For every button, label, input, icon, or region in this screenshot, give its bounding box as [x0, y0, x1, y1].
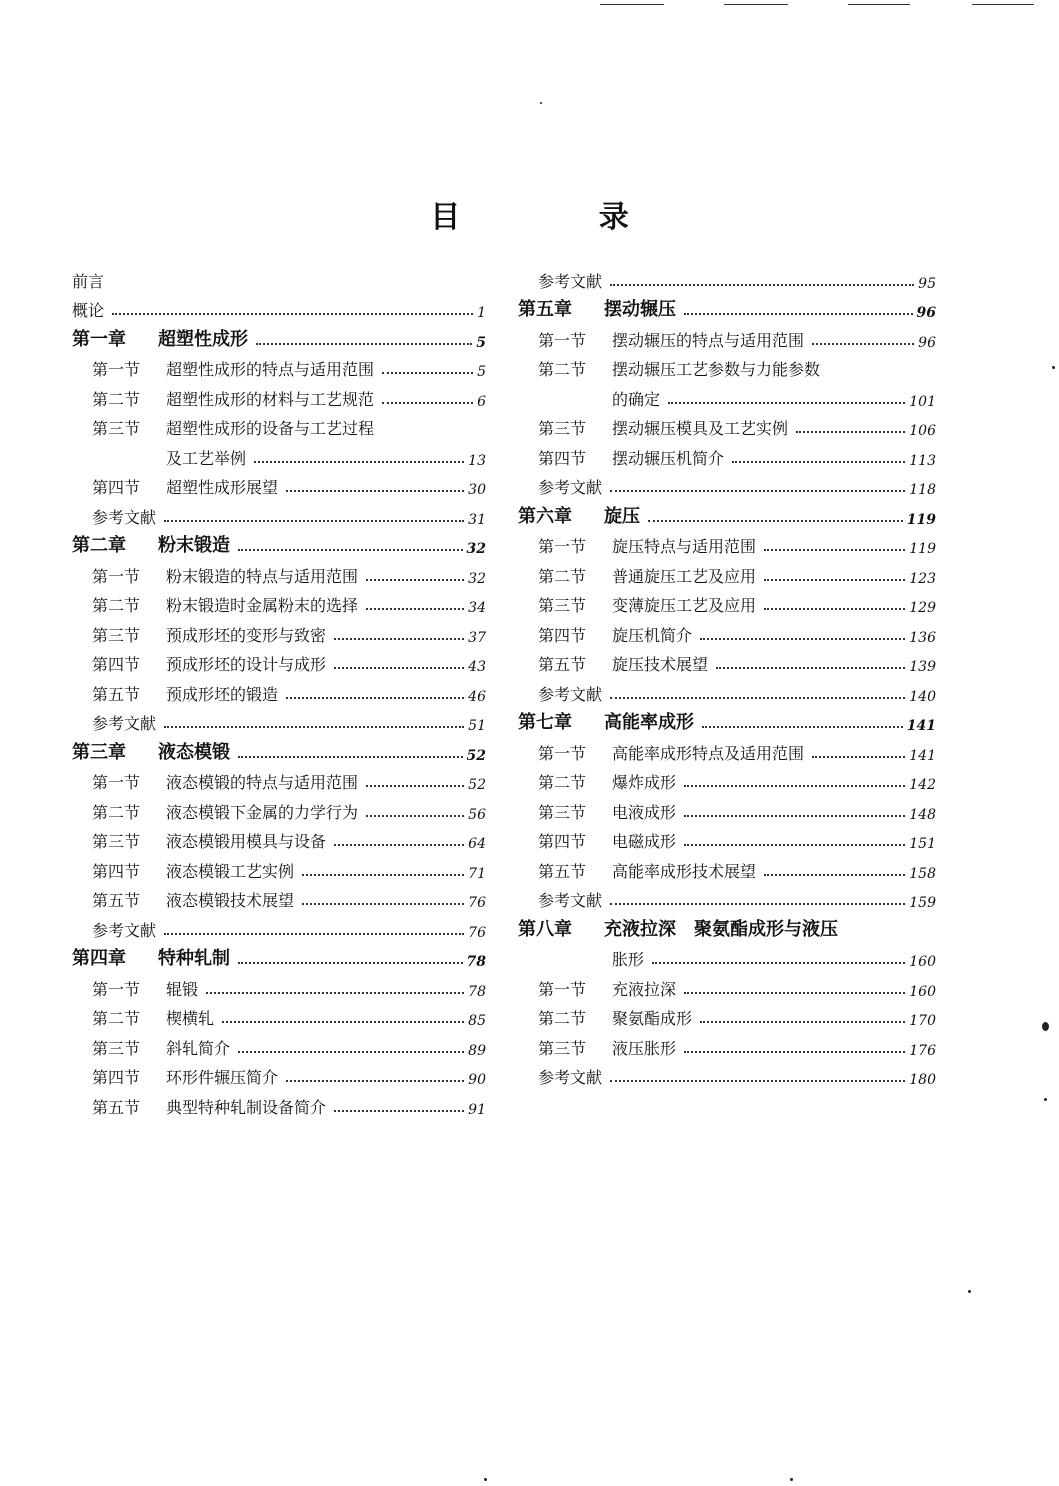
scan-speck [968, 1290, 971, 1293]
toc-entry-label: 第四节 [92, 478, 141, 497]
dot-leader [206, 992, 464, 994]
toc-entry-title: 特种轧制 [158, 948, 230, 969]
toc-section-entry [72, 764, 486, 794]
toc-entry-label: 第五节 [538, 861, 587, 881]
toc-entry-title: 楔横轧 [166, 1009, 215, 1028]
toc-entry-title: 高能率成形特点及适用范围 [612, 743, 805, 763]
toc-page-number: 5 [476, 334, 486, 351]
dot-leader [238, 962, 463, 964]
toc-entry-label: 第五节 [92, 684, 141, 704]
toc-section-entry [518, 1000, 936, 1030]
toc-entry-title: 概论 [72, 301, 105, 320]
toc-entry-label: 第二节 [538, 360, 587, 379]
toc-entry-label: 第三节 [92, 419, 141, 438]
dot-leader [334, 667, 464, 669]
toc-page-number: 37 [468, 629, 486, 646]
toc-entry-title: 液态模锻下金属的力学行为 [166, 802, 359, 822]
toc-entry-title: 液压胀形 [612, 1038, 677, 1058]
dot-leader [254, 461, 464, 463]
scan-speck [1042, 1022, 1049, 1031]
toc-page-number: 43 [468, 659, 486, 675]
toc-section-entry [518, 439, 936, 469]
dot-leader [764, 549, 905, 551]
toc-page-number: 129 [909, 600, 936, 616]
dot-leader [684, 1051, 905, 1053]
toc-entry-title: 典型特种轧制设备简介 [166, 1097, 327, 1117]
dot-leader [812, 343, 914, 345]
dot-leader [366, 815, 464, 817]
toc-entry-title: 参考文献 [92, 507, 157, 527]
toc-page-number: 123 [909, 570, 936, 587]
toc-entry-title: 超塑性成形 [158, 328, 248, 350]
scan-speck [1044, 1098, 1047, 1101]
toc-entry-title: 粉末锻造 [158, 535, 230, 556]
dot-leader [652, 962, 905, 964]
toc-section-entry [72, 793, 486, 823]
dot-leader [366, 608, 464, 610]
toc-page-number: 76 [468, 924, 486, 941]
toc-entry-title: 高能率成形技术展望 [612, 861, 757, 881]
toc-entry-title: 超塑性成形的材料与工艺规范 [166, 389, 375, 409]
scan-speck [1052, 366, 1055, 369]
toc-page-number: 78 [468, 983, 486, 1000]
dot-leader [164, 520, 464, 522]
toc-page-number: 119 [906, 511, 936, 528]
toc-page-number: 176 [909, 1042, 936, 1059]
toc-entry-title: 旋压机简介 [612, 625, 693, 645]
toc-entry-title: 辊锻 [166, 979, 199, 999]
toc-section-entry [72, 1059, 486, 1089]
toc-entry-label: 第七章 [518, 712, 572, 733]
toc-entry-label: 第三节 [538, 802, 587, 822]
toc-page-number: 118 [909, 482, 936, 498]
toc-entry-title: 超塑性成形的设备与工艺过程 [166, 419, 375, 438]
dot-leader [238, 1051, 464, 1053]
toc-section-entry [518, 351, 936, 381]
toc-entry-label: 第五节 [538, 655, 587, 674]
toc-section-entry [518, 557, 936, 587]
toc-chapter-entry [72, 528, 486, 558]
toc-page-number: 158 [909, 865, 936, 882]
dot-leader [684, 844, 905, 846]
toc-section-entry [72, 557, 486, 587]
toc-section-entry [518, 734, 936, 764]
toc-entry-title: 及工艺举例 [166, 448, 247, 468]
toc-entry-label: 第一节 [92, 566, 141, 586]
toc-reference-entry [72, 705, 486, 735]
toc-entry-title: 预成形坯的设计与成形 [166, 655, 327, 674]
toc-entry-label: 第八章 [518, 918, 572, 940]
toc-section-entry [518, 764, 936, 794]
toc-entry-label: 第一节 [538, 537, 587, 556]
toc-chapter-entry [518, 498, 936, 528]
toc-entry-label: 第三节 [538, 419, 587, 438]
dot-leader [796, 431, 905, 433]
toc-entry-title: 参考文献 [538, 478, 603, 497]
toc-entry-label: 第二节 [92, 596, 141, 615]
toc-section-entry [72, 469, 486, 499]
dot-leader [334, 1110, 464, 1112]
toc-page-number: 160 [909, 983, 936, 1000]
toc-page-number: 113 [909, 452, 936, 469]
toc-entry-title: 充液拉深 聚氨酯成形与液压 [604, 918, 838, 940]
toc-page-number: 78 [466, 954, 486, 970]
toc-entry-continuation [72, 439, 486, 469]
toc-reference-entry [72, 911, 486, 941]
toc-entry-title: 聚氨酯成形 [612, 1009, 693, 1028]
dot-leader [238, 756, 463, 758]
toc-section-entry [72, 380, 486, 410]
toc-section-entry [518, 970, 936, 1000]
toc-entry-title: 粉末锻造的特点与适用范围 [166, 566, 359, 586]
toc-entry-title: 预成形坯的锻造 [166, 684, 279, 704]
toc-page-number: 6 [477, 393, 486, 410]
toc-chapter-entry [518, 292, 936, 322]
toc-page-number: 52 [466, 747, 486, 764]
toc-page-number: 32 [466, 541, 486, 557]
dot-leader [764, 608, 905, 610]
toc-section-entry [72, 646, 486, 676]
toc-section-entry [72, 351, 486, 381]
page-title: 目 录 [430, 200, 693, 235]
dot-leader [716, 667, 905, 669]
toc-entry-label: 第四节 [538, 832, 587, 851]
toc-entry-title: 前言 [72, 271, 105, 291]
toc-entry-label: 第二节 [538, 566, 587, 586]
toc-entry-label: 第二节 [92, 389, 141, 409]
toc-section-entry [72, 882, 486, 912]
toc-entry-title: 预成形坯的变形与致密 [166, 625, 327, 645]
dot-leader [238, 549, 463, 551]
toc-page-number: 141 [906, 718, 936, 734]
toc-entry-label: 第四节 [92, 1068, 141, 1087]
dot-leader [610, 284, 914, 286]
toc-entry-title: 超塑性成形的特点与适用范围 [166, 360, 375, 379]
toc-entry-label: 第二章 [72, 535, 126, 556]
toc-section-entry [518, 646, 936, 676]
toc-reference-entry [518, 469, 936, 499]
dot-leader [812, 756, 905, 758]
dot-leader [366, 579, 464, 581]
scan-speck [790, 1478, 793, 1481]
toc-page-number: 13 [468, 452, 486, 469]
scan-edge-line [848, 4, 910, 5]
toc-entry-title: 参考文献 [538, 271, 603, 291]
toc-page-number: 30 [468, 482, 486, 498]
toc-entry-label: 第五节 [92, 1097, 141, 1117]
toc-page-number: 91 [468, 1101, 486, 1118]
dot-leader [732, 461, 905, 463]
toc-page-number: 119 [909, 541, 936, 557]
toc-page-number: 89 [468, 1042, 486, 1059]
dot-leader [684, 313, 913, 315]
toc-page-number: 96 [916, 305, 936, 321]
toc-page-number: 136 [909, 629, 936, 646]
toc-entry-title: 液态模锻工艺实例 [166, 861, 295, 881]
toc-entry-title: 充液拉深 [612, 979, 677, 999]
dot-leader [164, 933, 464, 935]
toc-entry-title: 环形件辗压简介 [166, 1068, 279, 1087]
toc-entry-label: 第一节 [92, 360, 141, 379]
toc-section-entry [72, 616, 486, 646]
toc-page-number: 76 [468, 895, 486, 911]
toc-entry-title: 高能率成形 [604, 712, 694, 733]
toc-page-number: 159 [909, 895, 936, 911]
toc-left-column [72, 262, 486, 1118]
toc-entry-title: 摆动辗压机简介 [612, 448, 725, 468]
toc-page-number: 32 [468, 570, 486, 587]
dot-leader [334, 844, 464, 846]
dot-leader [286, 1080, 464, 1082]
toc-entry-title: 参考文献 [538, 684, 603, 704]
toc-section-entry [518, 321, 936, 351]
toc-page-number: 46 [468, 688, 486, 705]
dot-leader [302, 874, 464, 876]
toc-page-number: 90 [468, 1072, 486, 1088]
dot-leader [610, 490, 905, 492]
dot-leader [700, 1021, 905, 1023]
toc-entry-title: 参考文献 [92, 714, 157, 733]
toc-chapter-entry [518, 911, 936, 941]
toc-section-entry [72, 675, 486, 705]
toc-entry [72, 292, 486, 322]
toc-page-number: 56 [468, 806, 486, 823]
toc-page-number: 151 [909, 836, 936, 852]
toc-section-entry [518, 1029, 936, 1059]
toc-page-number: 141 [909, 747, 936, 764]
dot-leader [610, 1080, 905, 1082]
toc-entry-label: 第一节 [92, 979, 141, 999]
toc-entry-label: 第四节 [92, 655, 141, 674]
toc-page-number: 160 [909, 954, 936, 970]
toc-entry-label: 第三节 [92, 832, 141, 851]
toc-entry-title: 参考文献 [538, 891, 603, 910]
toc-reference-entry [518, 262, 936, 292]
dot-leader [610, 903, 905, 905]
toc-reference-entry [518, 882, 936, 912]
dot-leader [302, 903, 464, 905]
toc-entry-title: 爆炸成形 [612, 773, 677, 792]
toc-entry-title: 的确定 [612, 389, 661, 409]
toc-section-entry [72, 852, 486, 882]
toc-page-number: 170 [909, 1013, 936, 1029]
toc-page-number: 142 [909, 777, 936, 793]
toc-entry-title: 旋压技术展望 [612, 655, 709, 674]
toc-page-number: 148 [909, 806, 936, 823]
toc-entry-label: 第三章 [72, 741, 126, 763]
toc-page-number: 52 [468, 777, 486, 793]
dot-leader [286, 697, 464, 699]
toc-entry [72, 262, 486, 292]
dot-leader [382, 402, 473, 404]
toc-section-entry [518, 793, 936, 823]
toc-section-entry [72, 823, 486, 853]
toc-section-entry [518, 528, 936, 558]
toc-entry-continuation [518, 941, 936, 971]
toc-page-number: 51 [468, 718, 486, 734]
toc-entry-label: 第一节 [538, 979, 587, 999]
toc-section-entry [72, 410, 486, 440]
toc-entry-label: 第四章 [72, 948, 126, 969]
toc-entry-label: 第三节 [538, 1038, 587, 1058]
toc-entry-title: 液态模锻的特点与适用范围 [166, 773, 359, 792]
toc-entry-title: 摆动辗压 [604, 299, 676, 320]
toc-section-entry [518, 616, 936, 646]
toc-entry-continuation [518, 380, 936, 410]
dot-leader [366, 785, 464, 787]
toc-section-entry [72, 970, 486, 1000]
toc-section-entry [518, 852, 936, 882]
toc-page-number: 1 [477, 305, 486, 321]
toc-entry-title: 普通旋压工艺及应用 [612, 566, 757, 586]
dot-leader [334, 638, 464, 640]
toc-entry-label: 第二节 [92, 802, 141, 822]
toc-chapter-entry [72, 941, 486, 971]
scan-edge-line [600, 4, 664, 5]
toc-entry-title: 电液成形 [612, 802, 677, 822]
toc-section-entry [518, 587, 936, 617]
dot-leader [764, 874, 905, 876]
toc-entry-label: 第五节 [92, 891, 141, 910]
toc-entry-label: 第三节 [92, 1038, 141, 1058]
toc-page-number: 95 [918, 275, 936, 292]
toc-entry-label: 第四节 [538, 625, 587, 645]
toc-entry-label: 第四节 [92, 861, 141, 881]
toc-page-number: 101 [909, 393, 936, 410]
toc-entry-label: 第一节 [538, 743, 587, 763]
dot-leader [702, 726, 903, 728]
dot-leader [256, 343, 472, 345]
toc-entry-title: 摆动辗压模具及工艺实例 [612, 419, 789, 438]
toc-chapter-entry [518, 705, 936, 735]
toc-page-number: 85 [468, 1013, 486, 1029]
toc-entry-title: 参考文献 [92, 920, 157, 940]
dot-leader [684, 992, 905, 994]
dot-leader [164, 726, 464, 728]
dot-leader [764, 579, 905, 581]
toc-right-column [518, 262, 936, 1088]
toc-page-number: 140 [909, 688, 936, 705]
toc-entry-label: 第五章 [518, 299, 572, 320]
toc-chapter-entry [72, 321, 486, 351]
scan-edge-line [972, 4, 1034, 5]
toc-page-number: 139 [909, 659, 936, 675]
toc-entry-title: 变薄旋压工艺及应用 [612, 596, 757, 615]
toc-section-entry [72, 1088, 486, 1118]
dot-leader [610, 697, 905, 699]
scan-speck [484, 1478, 487, 1481]
toc-entry-title: 旋压 [604, 505, 640, 527]
toc-entry-label: 第六章 [518, 505, 572, 527]
toc-entry-title: 胀形 [612, 950, 645, 969]
toc-section-entry [72, 587, 486, 617]
toc-entry-label: 第三节 [538, 596, 587, 615]
dot-leader [112, 313, 473, 315]
toc-entry-label: 第三节 [92, 625, 141, 645]
toc-page-number: 5 [477, 364, 486, 380]
dot-leader [222, 1021, 464, 1023]
toc-entry-title: 摆动辗压的特点与适用范围 [612, 330, 805, 350]
toc-entry-title: 参考文献 [538, 1068, 603, 1087]
toc-entry-title: 斜轧简介 [166, 1038, 231, 1058]
toc-entry-label: 第一章 [72, 328, 126, 350]
dot-leader [668, 402, 905, 404]
scan-edge-line [724, 4, 788, 5]
toc-section-entry [72, 1029, 486, 1059]
toc-page-number: 96 [918, 334, 936, 351]
toc-entry-label: 第二节 [538, 773, 587, 792]
toc-page-number: 64 [468, 836, 486, 852]
toc-entry-label: 第二节 [92, 1009, 141, 1028]
toc-chapter-entry [72, 734, 486, 764]
dot-leader [286, 490, 464, 492]
dot-leader [684, 785, 905, 787]
dot-leader [684, 815, 905, 817]
toc-reference-entry [72, 498, 486, 528]
toc-page-number: 34 [468, 600, 486, 616]
toc-entry-title: 旋压特点与适用范围 [612, 537, 757, 556]
toc-entry-label: 第一节 [538, 330, 587, 350]
toc-page-number: 106 [909, 423, 936, 439]
toc-page-number: 31 [468, 511, 486, 528]
toc-entry-label: 第一节 [92, 773, 141, 792]
dot-leader [700, 638, 905, 640]
toc-entry-label: 第四节 [538, 448, 587, 468]
scan-speck [540, 102, 542, 104]
toc-entry-title: 液态模锻 [158, 741, 230, 763]
toc-entry-label: 第二节 [538, 1009, 587, 1028]
toc-entry-title: 液态模锻用模具与设备 [166, 832, 327, 851]
toc-section-entry [518, 823, 936, 853]
toc-reference-entry [518, 675, 936, 705]
toc-section-entry [72, 1000, 486, 1030]
dot-leader [648, 520, 903, 522]
toc-entry-title: 液态模锻技术展望 [166, 891, 295, 910]
toc-entry-title: 电磁成形 [612, 832, 677, 851]
toc-entry-title: 摆动辗压工艺参数与力能参数 [612, 360, 821, 379]
toc-reference-entry [518, 1059, 936, 1089]
toc-section-entry [518, 410, 936, 440]
toc-entry-title: 超塑性成形展望 [166, 478, 279, 497]
dot-leader [382, 372, 473, 374]
toc-entry-title: 粉末锻造时金属粉末的选择 [166, 596, 359, 615]
toc-page-number: 71 [468, 865, 486, 882]
toc-page-number: 180 [909, 1072, 936, 1088]
